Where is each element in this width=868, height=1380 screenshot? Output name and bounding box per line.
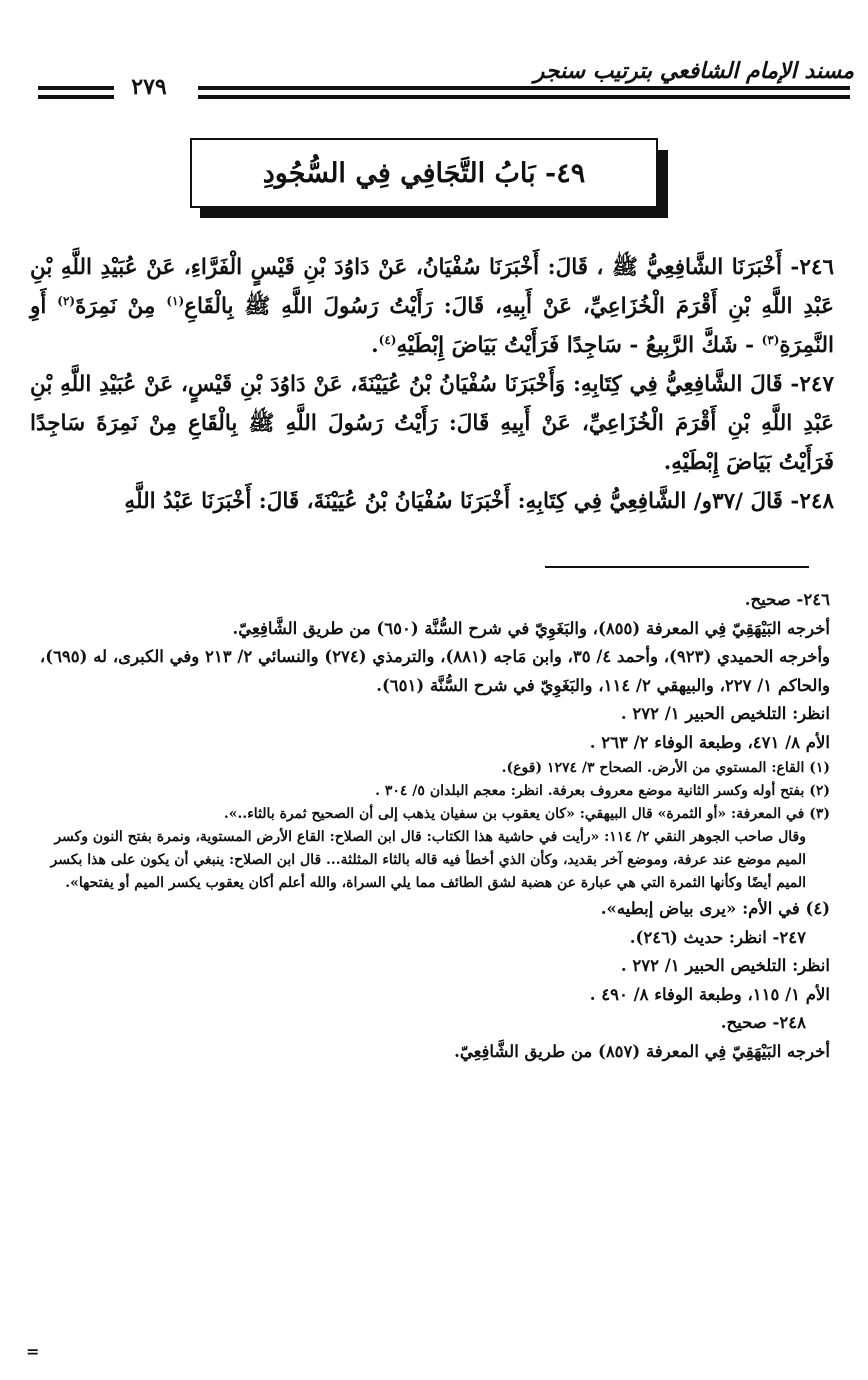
header-rule-right-upper [198,86,850,90]
note-247-heading: ٢٤٧- انظر: حديث (٢٤٦). [629,927,806,947]
footnote-ref-4[interactable]: (٤) [378,332,397,347]
note-246-line: الأم ٨/ ٤٧١، وطبعة الوفاء ٢/ ٢٦٣ . [589,732,830,752]
footnote-4: (٤) في الأم: «يرى بياض إبطيه». [600,899,830,918]
continuation-mark: = [26,1342,40,1361]
footnote-separator [545,566,809,568]
footnote-ref-1[interactable]: (١) [166,293,185,308]
hadith-246: ٢٤٦- أَخْبَرَنَا الشَّافِعِيُّ ﷺ ، قَالَ: أَخْبَرَنَا سُفْيَانُ، عَنْ دَاوُدَ بْنِ قَيْسٍ الْفَرَّاءِ، عَنْ عُبَيْدِ اللَّهِ بْنِ عَبْدِ اللَّهِ بْنِ أَقْرَمَ الْخُزَاعِيِّ، عَنْ أَبِيهِ، قَالَ: رَأَيْتُ رَسُولَ اللَّهِ ﷺ بِالْقَاعِ$^{(١)}$ مِنْ نَمِرَةَ$^{(٢)}$ أَوِ النَّمِرَةِ$^{(٣)}$ - شَكَّ الرَّبِيعُ - سَاجِدًا فَرَأَيْتُ بَيَاضَ إِبْطَيْهِ$^{(٤)}$. [30,255,834,358]
footnote-ref-2[interactable]: (٢) [57,293,76,308]
footnote-1: (١) القاع: المستوي من الأرض. الصحاح ٣/ ١٢٧٤ (قوع). [501,760,830,776]
footnote-3-continued: وقال صاحب الجوهر النقي ٢/ ١١٤: «رأيت في حاشية هذا الكتاب: قال ابن الصلاح: القاع الأرض المستوية، ونمرة بفتح النون وكسر الميم موضع عند عرفة، وموضع آخر بقديد، وكأن الذي أخطأ فيه قاله بالثاء المثلثة... قال ابن الصلاح: ينبغي أن يكون على هذا بكسر الميم أيضًا وكأنها الثمرة التي هي عبارة عن هضبة لشق الطائف مما يلي السراة، والله أعلم أكان يعقوب يكسر الميم أو يفتحها». [50,829,806,891]
note-246-heading: ٢٤٦- صحيح. [744,590,830,609]
note-246-line: انظر: التلخيص الحبير ١/ ٢٧٢ . [620,704,830,723]
header-rule-left-lower [38,95,114,99]
footnote-3: (٣) في المعرفة: «أو الثمرة» قال البيهقي: «كان يعقوب بن سفيان يذهب إلى أن الصحيح ثمرة بالثاء..». [223,806,830,822]
header-rule-left-upper [38,86,114,90]
footnote-ref-3[interactable]: (٣) [761,332,780,347]
note-247-line: انظر: التلخيص الحبير ١/ ٢٧٢ . [620,956,830,975]
note-248-line: أخرجه البَيْهَقِيّ فِي المعرفة (٨٥٧) من طريق الشَّافِعِيّ. [454,1041,830,1061]
header-rule-right-lower [198,95,850,99]
note-246-line: أخرجه البَيْهَقِيّ فِي المعرفة (٨٥٥)، والبَغَوِيّ في شرح السُّنَّة (٦٥٠) من طريق الشَّافِعِيّ. [232,618,830,638]
running-header-title: مسند الإمام الشافعي بترتيب سنجر [533,58,854,84]
note-247-line: الأم ١/ ١١٥، وطبعة الوفاء ٨/ ٤٩٠ . [589,984,830,1004]
hadith-text [30,248,834,521]
page-number: ٢٧٩ [131,74,167,100]
chapter-title: ٤٩- بَابُ التَّجَافِي فِي السُّجُودِ [262,157,586,189]
chapter-heading-box [190,138,658,208]
note-246-line: وأخرجه الحميدي (٩٢٣)، وأحمد ٤/ ٣٥، وابن مَاجه (٨٨١)، والترمذي (٢٧٤) والنسائي ٢/ ٢١٣ وفي الكبرى، له (٦٩٥)، والحاكم ١/ ٢٢٧، والبيهقي ٢/ ١١٤، والبَغَوِيّ في شرح السُّنَّة (٦٥١). [39,647,830,695]
hadith-248: ٢٤٨- قَالَ /٣٧و/ الشَّافِعِيُّ فِي كِتَابِهِ: أَخْبَرَنَا سُفْيَانُ بْنُ عُيَيْنَةَ، قَالَ: أَخْبَرَنَا عَبْدُ اللَّهِ [124,489,834,514]
hadith-247: ٢٤٧- قَالَ الشَّافِعِيُّ فِي كِتَابِهِ: وَأَخْبَرَنَا سُفْيَانُ بْنُ عُيَيْنَةَ، عَنْ دَاوُدَ بْنِ قَيْسٍ، عَنْ عُبَيْدِ اللَّهِ بْنِ عَبْدِ اللَّهِ بْنِ أَقْرَمَ الْخُزَاعِيِّ، عَنْ أَبِيهِ قَالَ: رَأَيْتُ رَسُولَ اللَّهِ ﷺ بِالْقَاعِ مِنْ نَمِرَةَ سَاجِدًا فَرَأَيْتُ بَيَاضَ إِبْطَيْهِ. [30,372,834,475]
footnote-2: (٢) بفتح أوله وكسر الثانية موضع معروف بعرفة. انظر: معجم البلدان ٥/ ٣٠٤ . [375,783,830,799]
footnotes [30,586,830,1066]
note-248-heading: ٢٤٨- صحيح. [720,1013,806,1032]
